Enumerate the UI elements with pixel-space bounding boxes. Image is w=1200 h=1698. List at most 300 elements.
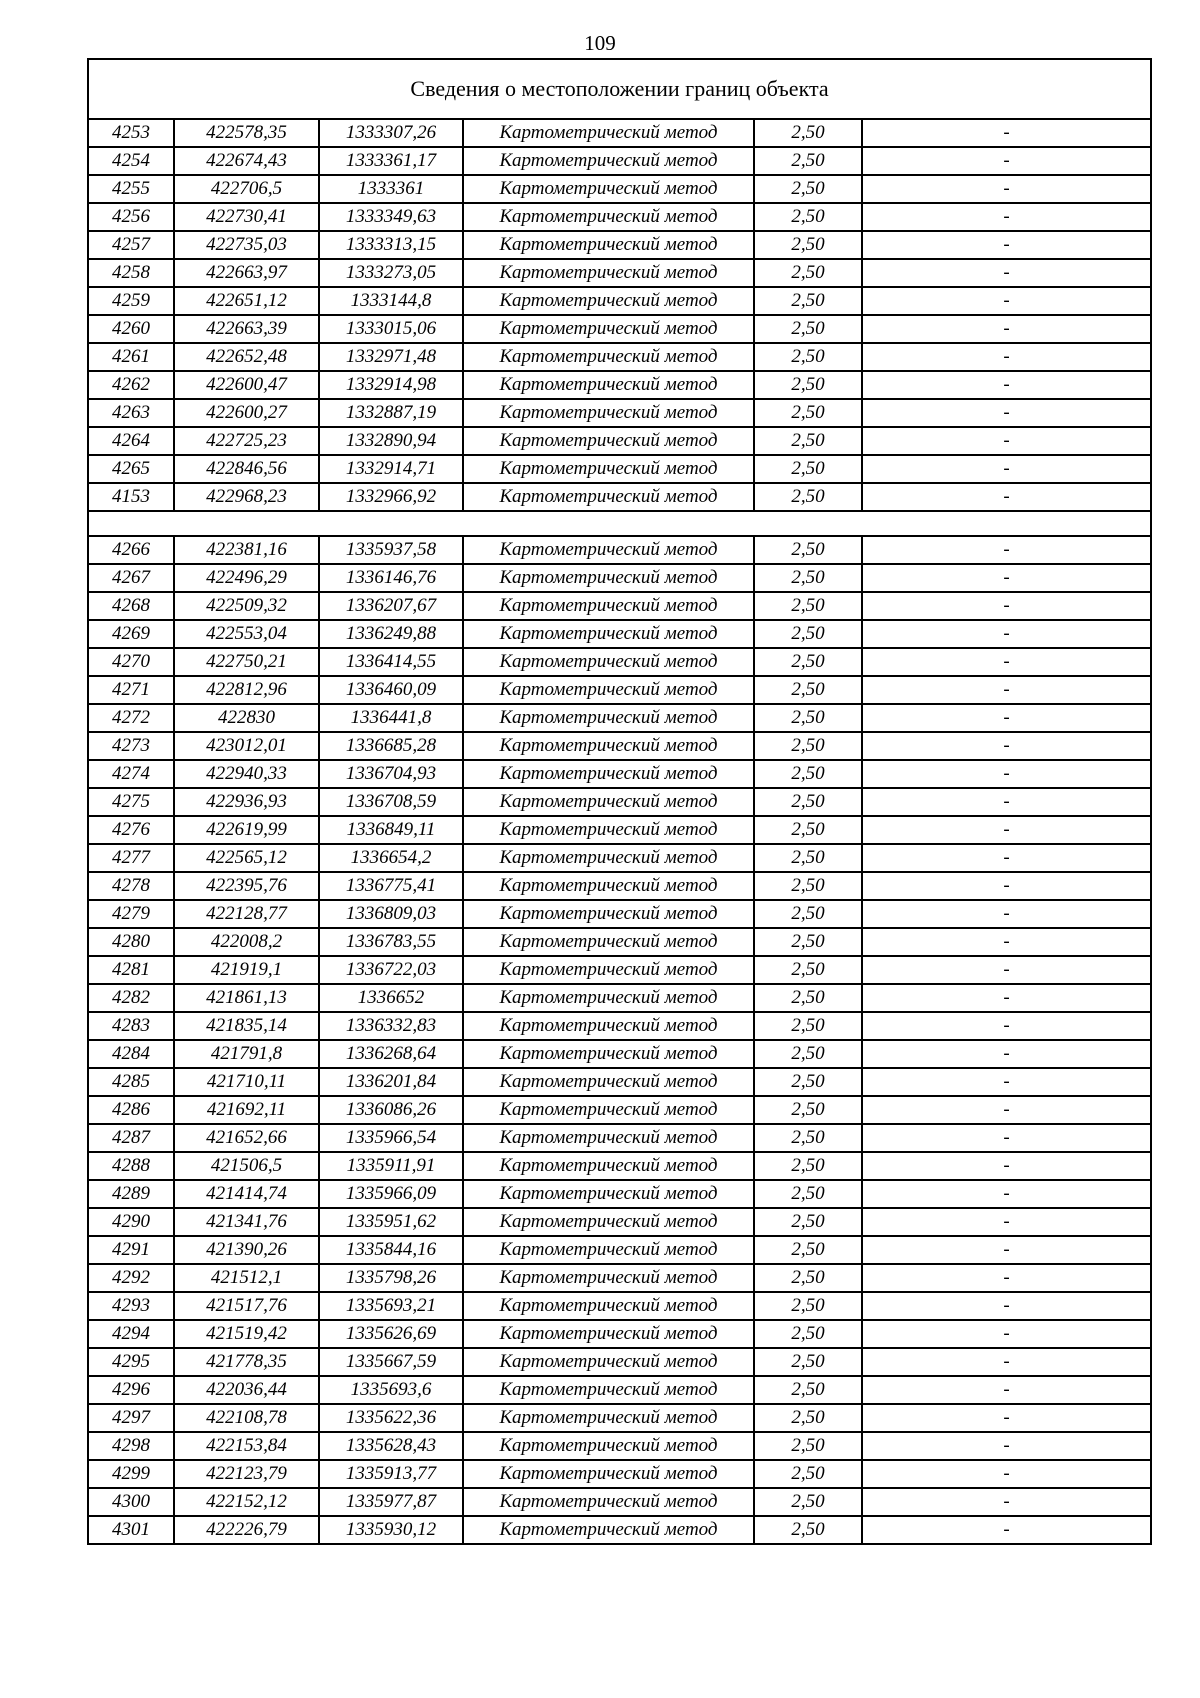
x-coordinate-cell: 421517,76 <box>174 1292 319 1320</box>
method-cell: Картометрический метод <box>463 620 754 648</box>
point-number-cell: 4269 <box>88 620 174 648</box>
x-coordinate-cell: 422153,84 <box>174 1432 319 1460</box>
description-cell: - <box>862 844 1151 872</box>
x-coordinate-cell: 421414,74 <box>174 1180 319 1208</box>
y-coordinate-cell: 1335937,58 <box>319 536 463 564</box>
description-cell: - <box>862 1012 1151 1040</box>
table-row <box>88 1320 1151 1348</box>
table-title-row <box>88 59 1151 119</box>
point-number-cell: 4285 <box>88 1068 174 1096</box>
table-row <box>88 648 1151 676</box>
table-row <box>88 816 1151 844</box>
point-number-cell: 4293 <box>88 1292 174 1320</box>
table-row <box>88 1124 1151 1152</box>
point-number-cell: 4259 <box>88 287 174 315</box>
y-coordinate-cell: 1335977,87 <box>319 1488 463 1516</box>
y-coordinate-cell: 1335628,43 <box>319 1432 463 1460</box>
precision-cell: 2,50 <box>754 315 862 343</box>
precision-cell: 2,50 <box>754 119 862 147</box>
precision-cell: 2,50 <box>754 1320 862 1348</box>
point-number-cell: 4265 <box>88 455 174 483</box>
y-coordinate-cell: 1336268,64 <box>319 1040 463 1068</box>
description-cell: - <box>862 371 1151 399</box>
precision-cell: 2,50 <box>754 704 862 732</box>
point-number-cell: 4277 <box>88 844 174 872</box>
y-coordinate-cell: 1333349,63 <box>319 203 463 231</box>
x-coordinate-cell: 422663,39 <box>174 315 319 343</box>
x-coordinate-cell: 421519,42 <box>174 1320 319 1348</box>
precision-cell: 2,50 <box>754 816 862 844</box>
x-coordinate-cell: 422725,23 <box>174 427 319 455</box>
precision-cell: 2,50 <box>754 984 862 1012</box>
y-coordinate-cell: 1332971,48 <box>319 343 463 371</box>
description-cell: - <box>862 1376 1151 1404</box>
y-coordinate-cell: 1335667,59 <box>319 1348 463 1376</box>
description-cell: - <box>862 399 1151 427</box>
point-number-cell: 4282 <box>88 984 174 1012</box>
precision-cell: 2,50 <box>754 1404 862 1432</box>
x-coordinate-cell: 421861,13 <box>174 984 319 1012</box>
table-row <box>88 732 1151 760</box>
point-number-cell: 4253 <box>88 119 174 147</box>
table-row <box>88 760 1151 788</box>
y-coordinate-cell: 1335693,21 <box>319 1292 463 1320</box>
x-coordinate-cell: 422706,5 <box>174 175 319 203</box>
point-number-cell: 4295 <box>88 1348 174 1376</box>
y-coordinate-cell: 1336783,55 <box>319 928 463 956</box>
description-cell: - <box>862 536 1151 564</box>
table-row <box>88 592 1151 620</box>
precision-cell: 2,50 <box>754 956 862 984</box>
point-number-cell: 4254 <box>88 147 174 175</box>
method-cell: Картометрический метод <box>463 1096 754 1124</box>
y-coordinate-cell: 1335966,54 <box>319 1124 463 1152</box>
y-coordinate-cell: 1336704,93 <box>319 760 463 788</box>
method-cell: Картометрический метод <box>463 676 754 704</box>
x-coordinate-cell: 421710,11 <box>174 1068 319 1096</box>
precision-cell: 2,50 <box>754 231 862 259</box>
point-number-cell: 4263 <box>88 399 174 427</box>
description-cell: - <box>862 427 1151 455</box>
description-cell: - <box>862 1292 1151 1320</box>
description-cell: - <box>862 788 1151 816</box>
description-cell: - <box>862 119 1151 147</box>
description-cell: - <box>862 956 1151 984</box>
x-coordinate-cell: 421835,14 <box>174 1012 319 1040</box>
method-cell: Картометрический метод <box>463 816 754 844</box>
y-coordinate-cell: 1335913,77 <box>319 1460 463 1488</box>
description-cell: - <box>862 203 1151 231</box>
description-cell: - <box>862 900 1151 928</box>
precision-cell: 2,50 <box>754 1068 862 1096</box>
x-coordinate-cell: 421791,8 <box>174 1040 319 1068</box>
precision-cell: 2,50 <box>754 1264 862 1292</box>
description-cell: - <box>862 760 1151 788</box>
y-coordinate-cell: 1333361 <box>319 175 463 203</box>
x-coordinate-cell: 422830 <box>174 704 319 732</box>
x-coordinate-cell: 421512,1 <box>174 1264 319 1292</box>
y-coordinate-cell: 1336775,41 <box>319 872 463 900</box>
description-cell: - <box>862 455 1151 483</box>
y-coordinate-cell: 1336809,03 <box>319 900 463 928</box>
precision-cell: 2,50 <box>754 1180 862 1208</box>
group-separator-row <box>88 511 1151 536</box>
precision-cell: 2,50 <box>754 1012 862 1040</box>
point-number-cell: 4153 <box>88 483 174 511</box>
table-row <box>88 175 1151 203</box>
table-row <box>88 1152 1151 1180</box>
point-number-cell: 4255 <box>88 175 174 203</box>
description-cell: - <box>862 592 1151 620</box>
y-coordinate-cell: 1336652 <box>319 984 463 1012</box>
x-coordinate-cell: 422381,16 <box>174 536 319 564</box>
description-cell: - <box>862 1488 1151 1516</box>
x-coordinate-cell: 421778,35 <box>174 1348 319 1376</box>
y-coordinate-cell: 1336249,88 <box>319 620 463 648</box>
description-cell: - <box>862 732 1151 760</box>
point-number-cell: 4268 <box>88 592 174 620</box>
y-coordinate-cell: 1336086,26 <box>319 1096 463 1124</box>
y-coordinate-cell: 1335966,09 <box>319 1180 463 1208</box>
description-cell: - <box>862 147 1151 175</box>
method-cell: Картометрический метод <box>463 872 754 900</box>
description-cell: - <box>862 1124 1151 1152</box>
precision-cell: 2,50 <box>754 732 862 760</box>
method-cell: Картометрический метод <box>463 203 754 231</box>
precision-cell: 2,50 <box>754 399 862 427</box>
table-row <box>88 928 1151 956</box>
point-number-cell: 4280 <box>88 928 174 956</box>
x-coordinate-cell: 422152,12 <box>174 1488 319 1516</box>
y-coordinate-cell: 1336460,09 <box>319 676 463 704</box>
description-cell: - <box>862 175 1151 203</box>
x-coordinate-cell: 422395,76 <box>174 872 319 900</box>
point-number-cell: 4301 <box>88 1516 174 1544</box>
method-cell: Картометрический метод <box>463 1040 754 1068</box>
point-number-cell: 4292 <box>88 1264 174 1292</box>
precision-cell: 2,50 <box>754 536 862 564</box>
table-row <box>88 483 1151 511</box>
precision-cell: 2,50 <box>754 564 862 592</box>
x-coordinate-cell: 422735,03 <box>174 231 319 259</box>
method-cell: Картометрический метод <box>463 287 754 315</box>
method-cell: Картометрический метод <box>463 1320 754 1348</box>
x-coordinate-cell: 421692,11 <box>174 1096 319 1124</box>
point-number-cell: 4262 <box>88 371 174 399</box>
point-number-cell: 4299 <box>88 1460 174 1488</box>
method-cell: Картометрический метод <box>463 231 754 259</box>
table-row <box>88 1348 1151 1376</box>
point-number-cell: 4270 <box>88 648 174 676</box>
y-coordinate-cell: 1336201,84 <box>319 1068 463 1096</box>
table-row <box>88 1096 1151 1124</box>
method-cell: Картометрический метод <box>463 1404 754 1432</box>
x-coordinate-cell: 422496,29 <box>174 564 319 592</box>
method-cell: Картометрический метод <box>463 483 754 511</box>
table-row <box>88 676 1151 704</box>
x-coordinate-cell: 422509,32 <box>174 592 319 620</box>
precision-cell: 2,50 <box>754 371 862 399</box>
description-cell: - <box>862 1096 1151 1124</box>
table-row <box>88 1040 1151 1068</box>
table-row <box>88 1404 1151 1432</box>
description-cell: - <box>862 620 1151 648</box>
description-cell: - <box>862 287 1151 315</box>
description-cell: - <box>862 704 1151 732</box>
x-coordinate-cell: 422846,56 <box>174 455 319 483</box>
x-coordinate-cell: 422750,21 <box>174 648 319 676</box>
x-coordinate-cell: 422730,41 <box>174 203 319 231</box>
point-number-cell: 4286 <box>88 1096 174 1124</box>
method-cell: Картометрический метод <box>463 1264 754 1292</box>
description-cell: - <box>862 1516 1151 1544</box>
precision-cell: 2,50 <box>754 427 862 455</box>
description-cell: - <box>862 1348 1151 1376</box>
y-coordinate-cell: 1335626,69 <box>319 1320 463 1348</box>
point-number-cell: 4258 <box>88 259 174 287</box>
precision-cell: 2,50 <box>754 1292 862 1320</box>
table-row <box>88 984 1151 1012</box>
y-coordinate-cell: 1335911,91 <box>319 1152 463 1180</box>
table-row <box>88 1292 1151 1320</box>
precision-cell: 2,50 <box>754 648 862 676</box>
method-cell: Картометрический метод <box>463 1460 754 1488</box>
page-number: 109 <box>584 31 616 55</box>
method-cell: Картометрический метод <box>463 175 754 203</box>
y-coordinate-cell: 1335930,12 <box>319 1516 463 1544</box>
method-cell: Картометрический метод <box>463 564 754 592</box>
description-cell: - <box>862 648 1151 676</box>
table-row <box>88 1516 1151 1544</box>
precision-cell: 2,50 <box>754 872 862 900</box>
precision-cell: 2,50 <box>754 1516 862 1544</box>
table-row <box>88 119 1151 147</box>
x-coordinate-cell: 422128,77 <box>174 900 319 928</box>
method-cell: Картометрический метод <box>463 1124 754 1152</box>
point-number-cell: 4297 <box>88 1404 174 1432</box>
table-row <box>88 1376 1151 1404</box>
description-cell: - <box>862 1432 1151 1460</box>
precision-cell: 2,50 <box>754 1236 862 1264</box>
table-row <box>88 147 1151 175</box>
point-number-cell: 4264 <box>88 427 174 455</box>
method-cell: Картометрический метод <box>463 1068 754 1096</box>
method-cell: Картометрический метод <box>463 788 754 816</box>
table-row <box>88 427 1151 455</box>
method-cell: Картометрический метод <box>463 592 754 620</box>
y-coordinate-cell: 1336332,83 <box>319 1012 463 1040</box>
x-coordinate-cell: 422600,27 <box>174 399 319 427</box>
table-row <box>88 1460 1151 1488</box>
point-number-cell: 4273 <box>88 732 174 760</box>
x-coordinate-cell: 422674,43 <box>174 147 319 175</box>
y-coordinate-cell: 1332887,19 <box>319 399 463 427</box>
y-coordinate-cell: 1335622,36 <box>319 1404 463 1432</box>
description-cell: - <box>862 1180 1151 1208</box>
method-cell: Картометрический метод <box>463 1516 754 1544</box>
table-row <box>88 259 1151 287</box>
x-coordinate-cell: 421652,66 <box>174 1124 319 1152</box>
table-row <box>88 1264 1151 1292</box>
point-number-cell: 4284 <box>88 1040 174 1068</box>
table-row <box>88 1236 1151 1264</box>
method-cell: Картометрический метод <box>463 536 754 564</box>
table-row <box>88 1012 1151 1040</box>
method-cell: Картометрический метод <box>463 956 754 984</box>
description-cell: - <box>862 1152 1151 1180</box>
description-cell: - <box>862 343 1151 371</box>
precision-cell: 2,50 <box>754 1152 862 1180</box>
description-cell: - <box>862 676 1151 704</box>
y-coordinate-cell: 1333144,8 <box>319 287 463 315</box>
method-cell: Картометрический метод <box>463 648 754 676</box>
method-cell: Картометрический метод <box>463 1488 754 1516</box>
x-coordinate-cell: 422619,99 <box>174 816 319 844</box>
y-coordinate-cell: 1335951,62 <box>319 1208 463 1236</box>
precision-cell: 2,50 <box>754 455 862 483</box>
point-number-cell: 4291 <box>88 1236 174 1264</box>
description-cell: - <box>862 1236 1151 1264</box>
point-number-cell: 4287 <box>88 1124 174 1152</box>
precision-cell: 2,50 <box>754 287 862 315</box>
x-coordinate-cell: 422578,35 <box>174 119 319 147</box>
boundary-coordinates-table <box>87 58 1152 1545</box>
table-row <box>88 704 1151 732</box>
table-title: Сведения о местоположении границ объекта <box>88 59 1151 119</box>
y-coordinate-cell: 1336441,8 <box>319 704 463 732</box>
method-cell: Картометрический метод <box>463 1292 754 1320</box>
x-coordinate-cell: 422652,48 <box>174 343 319 371</box>
method-cell: Картометрический метод <box>463 455 754 483</box>
table-row <box>88 399 1151 427</box>
x-coordinate-cell: 422600,47 <box>174 371 319 399</box>
method-cell: Картометрический метод <box>463 1432 754 1460</box>
y-coordinate-cell: 1333307,26 <box>319 119 463 147</box>
precision-cell: 2,50 <box>754 1124 862 1152</box>
point-number-cell: 4283 <box>88 1012 174 1040</box>
precision-cell: 2,50 <box>754 1376 862 1404</box>
table-row <box>88 231 1151 259</box>
table-row <box>88 1488 1151 1516</box>
description-cell: - <box>862 315 1151 343</box>
y-coordinate-cell: 1333313,15 <box>319 231 463 259</box>
point-number-cell: 4266 <box>88 536 174 564</box>
point-number-cell: 4300 <box>88 1488 174 1516</box>
x-coordinate-cell: 421390,26 <box>174 1236 319 1264</box>
precision-cell: 2,50 <box>754 1040 862 1068</box>
point-number-cell: 4289 <box>88 1180 174 1208</box>
description-cell: - <box>862 872 1151 900</box>
method-cell: Картометрический метод <box>463 760 754 788</box>
x-coordinate-cell: 421341,76 <box>174 1208 319 1236</box>
y-coordinate-cell: 1336207,67 <box>319 592 463 620</box>
table-row <box>88 287 1151 315</box>
description-cell: - <box>862 259 1151 287</box>
point-number-cell: 4261 <box>88 343 174 371</box>
method-cell: Картометрический метод <box>463 1180 754 1208</box>
point-number-cell: 4267 <box>88 564 174 592</box>
method-cell: Картометрический метод <box>463 984 754 1012</box>
y-coordinate-cell: 1336722,03 <box>319 956 463 984</box>
method-cell: Картометрический метод <box>463 1152 754 1180</box>
precision-cell: 2,50 <box>754 844 862 872</box>
point-number-cell: 4288 <box>88 1152 174 1180</box>
precision-cell: 2,50 <box>754 147 862 175</box>
table-row <box>88 1180 1151 1208</box>
point-number-cell: 4279 <box>88 900 174 928</box>
table-row <box>88 844 1151 872</box>
y-coordinate-cell: 1333361,17 <box>319 147 463 175</box>
point-number-cell: 4271 <box>88 676 174 704</box>
point-number-cell: 4281 <box>88 956 174 984</box>
precision-cell: 2,50 <box>754 676 862 704</box>
x-coordinate-cell: 422940,33 <box>174 760 319 788</box>
precision-cell: 2,50 <box>754 175 862 203</box>
description-cell: - <box>862 564 1151 592</box>
precision-cell: 2,50 <box>754 592 862 620</box>
y-coordinate-cell: 1332914,98 <box>319 371 463 399</box>
method-cell: Картометрический метод <box>463 704 754 732</box>
x-coordinate-cell: 421506,5 <box>174 1152 319 1180</box>
description-cell: - <box>862 928 1151 956</box>
method-cell: Картометрический метод <box>463 259 754 287</box>
y-coordinate-cell: 1335798,26 <box>319 1264 463 1292</box>
x-coordinate-cell: 421919,1 <box>174 956 319 984</box>
y-coordinate-cell: 1336654,2 <box>319 844 463 872</box>
group-separator-cell <box>88 511 1151 536</box>
x-coordinate-cell: 422936,93 <box>174 788 319 816</box>
precision-cell: 2,50 <box>754 203 862 231</box>
precision-cell: 2,50 <box>754 760 862 788</box>
precision-cell: 2,50 <box>754 1096 862 1124</box>
table-row <box>88 564 1151 592</box>
x-coordinate-cell: 422663,97 <box>174 259 319 287</box>
y-coordinate-cell: 1332914,71 <box>319 455 463 483</box>
method-cell: Картометрический метод <box>463 343 754 371</box>
x-coordinate-cell: 422553,04 <box>174 620 319 648</box>
table-row <box>88 872 1151 900</box>
point-number-cell: 4278 <box>88 872 174 900</box>
table-row <box>88 536 1151 564</box>
x-coordinate-cell: 423012,01 <box>174 732 319 760</box>
method-cell: Картометрический метод <box>463 928 754 956</box>
precision-cell: 2,50 <box>754 1432 862 1460</box>
x-coordinate-cell: 422812,96 <box>174 676 319 704</box>
precision-cell: 2,50 <box>754 343 862 371</box>
method-cell: Картометрический метод <box>463 119 754 147</box>
method-cell: Картометрический метод <box>463 399 754 427</box>
y-coordinate-cell: 1333273,05 <box>319 259 463 287</box>
y-coordinate-cell: 1332966,92 <box>319 483 463 511</box>
point-number-cell: 4276 <box>88 816 174 844</box>
table-row <box>88 455 1151 483</box>
x-coordinate-cell: 422123,79 <box>174 1460 319 1488</box>
table-row <box>88 315 1151 343</box>
method-cell: Картометрический метод <box>463 427 754 455</box>
point-number-cell: 4294 <box>88 1320 174 1348</box>
precision-cell: 2,50 <box>754 900 862 928</box>
x-coordinate-cell: 422108,78 <box>174 1404 319 1432</box>
description-cell: - <box>862 231 1151 259</box>
x-coordinate-cell: 422008,2 <box>174 928 319 956</box>
y-coordinate-cell: 1335693,6 <box>319 1376 463 1404</box>
precision-cell: 2,50 <box>754 1460 862 1488</box>
x-coordinate-cell: 422226,79 <box>174 1516 319 1544</box>
table-row <box>88 900 1151 928</box>
y-coordinate-cell: 1333015,06 <box>319 315 463 343</box>
y-coordinate-cell: 1336708,59 <box>319 788 463 816</box>
method-cell: Картометрический метод <box>463 844 754 872</box>
